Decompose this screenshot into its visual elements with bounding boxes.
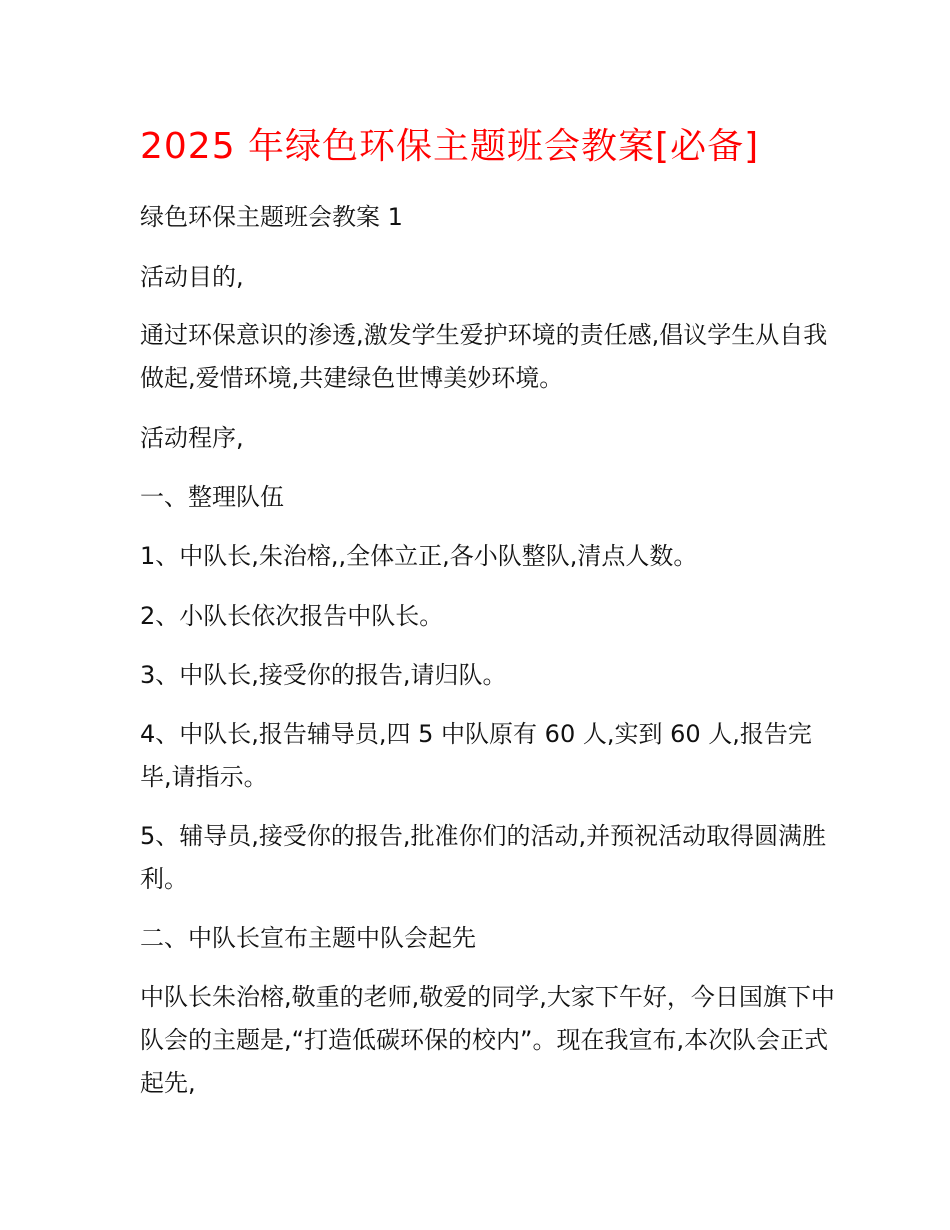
paragraph-label: 活动目的, [140,263,244,291]
list-heading: 一、整理队伍 [140,483,284,511]
list-item: 3、中队长,接受你的报告,请归队。 [140,661,507,689]
paragraph: 通过环保意识的渗透,激发学生爱护环境的责任感,倡议学生从自我做起,爱惜环境,共建绿色世博美妙环境。 [140,321,828,392]
list-heading: 二、中队长宣布主题中队会起先 [140,924,476,952]
list-item: 1、中队长,朱治榕,,全体立正,各小队整队,清点人数。 [140,542,698,570]
list-item: 4、中队长,报告辅导员,四 5 中队原有 60 人,实到 60 人,报告完毕,请指示。 [140,720,812,791]
section-heading: 绿色环保主题班会教案 1 [140,203,403,231]
list-item: 2、小队长依次报告中队长。 [140,602,444,630]
paragraph: 中队长朱治榕,敬重的老师,敬爱的同学,大家下午好，今日国旗下中队会的主题是,“打造低碳环保的校内”。现在我宣布,本次队会正式起先, [140,983,835,1097]
document-title: 2025 年绿色环保主题班会教案[必备] [140,126,760,167]
paragraph-label: 活动程序, [140,424,244,452]
list-item: 5、辅导员,接受你的报告,批准你们的活动,并预祝活动取得圆满胜利。 [140,822,827,893]
